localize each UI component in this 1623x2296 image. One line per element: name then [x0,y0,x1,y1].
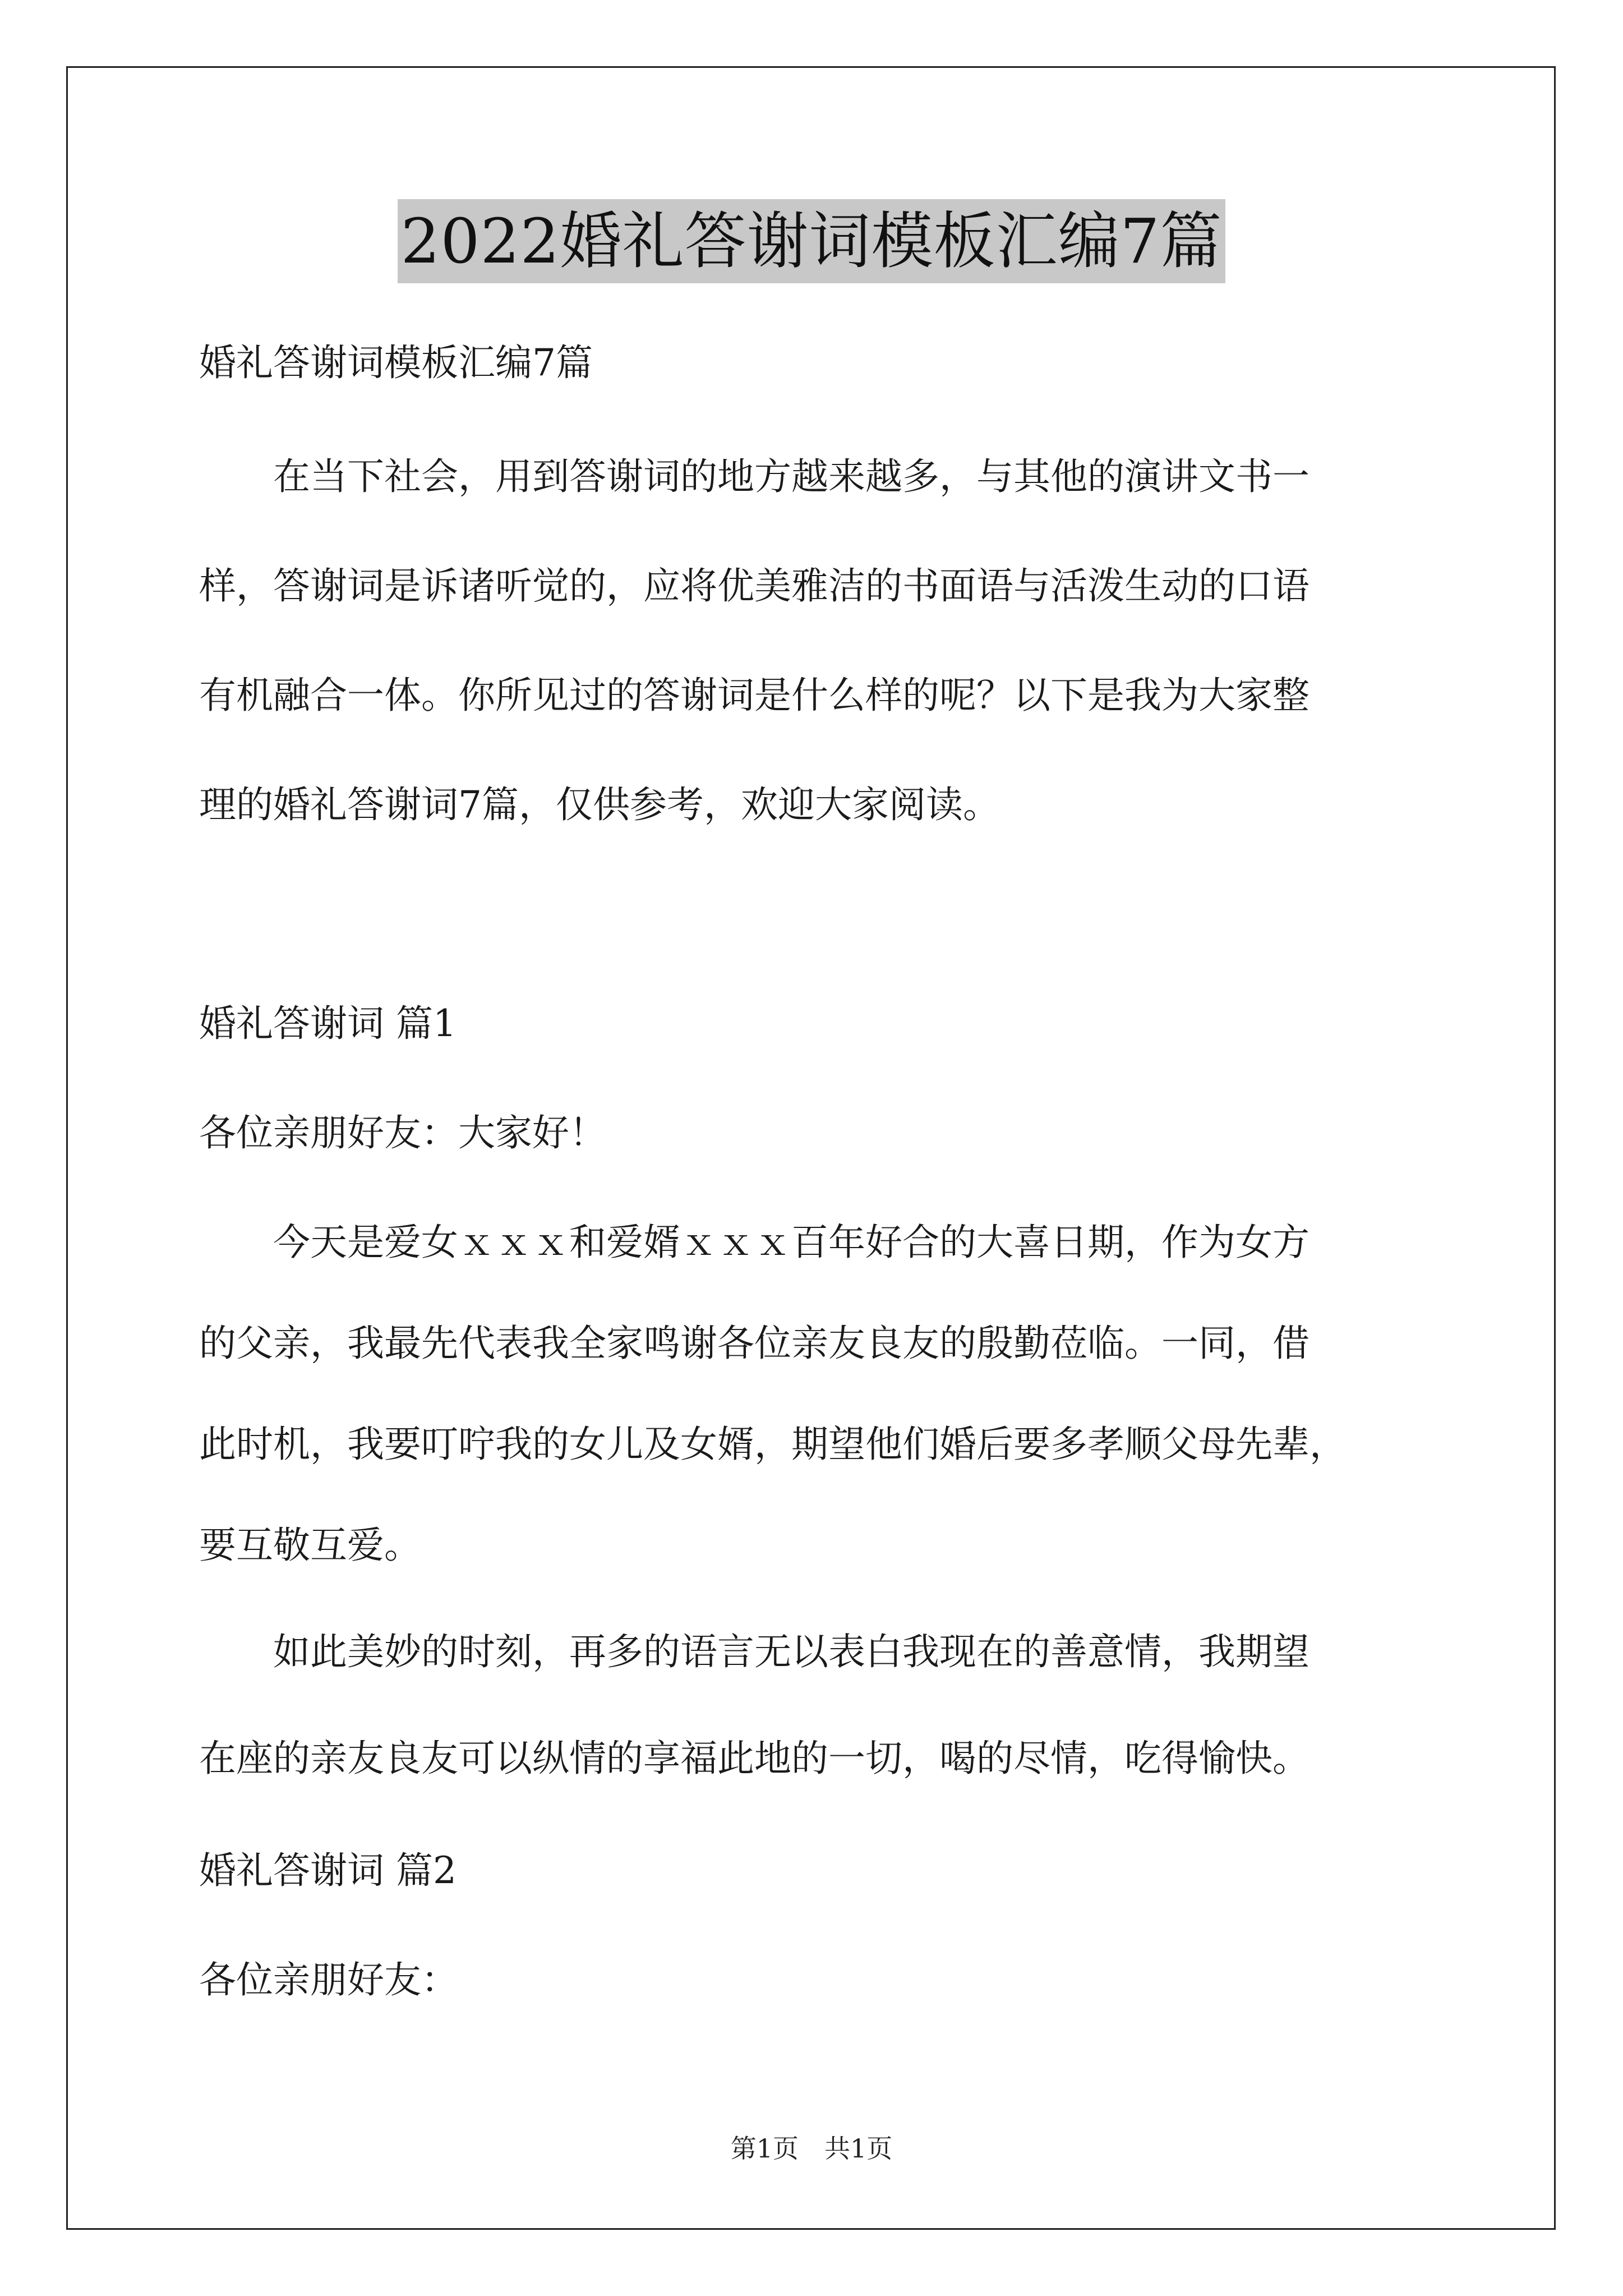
intro-line-3: 有机融合一体。你所见过的答谢词是什么样的呢？以下是我为大家整 [199,674,1310,717]
section-1-para1-line-4: 要互敬互爱。 [199,1524,421,1567]
section-1-para1-line-3: 此时机，我要叮咛我的女儿及女婿，期望他们婚后要多孝顺父母先辈， [199,1423,1347,1466]
section-1-heading: 婚礼答谢词 篇1 [199,1002,457,1045]
document-subtitle: 婚礼答谢词模板汇编7篇 [199,341,593,384]
section-1-para1-line-2: 的父亲，我最先代表我全家鸣谢各位亲友良友的殷勤莅临。一同，借 [199,1322,1310,1365]
section-1-greeting: 各位亲朋好友：大家好！ [199,1111,606,1154]
section-1-para2-line-2: 在座的亲友良友可以纵情的享福此地的一切，喝的尽情，吃得愉快。 [199,1737,1310,1780]
title-container [0,199,1623,283]
section-2-heading: 婚礼答谢词 篇2 [199,1849,457,1892]
page-footer: 第1页 共1页 [730,2133,893,2164]
section-1-para1-line-1: 今天是爱女ｘｘｘ和爱婿ｘｘｘ百年好合的大喜日期，作为女方 [199,1221,1310,1264]
section-2-greeting: 各位亲朋好友： [199,1958,458,2001]
intro-line-2: 样，答谢词是诉诸听觉的，应将优美雅洁的书面语与活泼生动的口语 [199,564,1310,608]
intro-line-4: 理的婚礼答谢词7篇，仅供参考，欢迎大家阅读。 [199,783,1000,826]
section-1-para2-line-1: 如此美妙的时刻，再多的语言无以表白我现在的善意情，我期望 [199,1630,1310,1673]
document-title: 2022婚礼答谢词模板汇编7篇 [398,199,1226,283]
intro-line-1: 在当下社会，用到答谢词的地方越来越多，与其他的演讲文书一 [199,455,1310,498]
